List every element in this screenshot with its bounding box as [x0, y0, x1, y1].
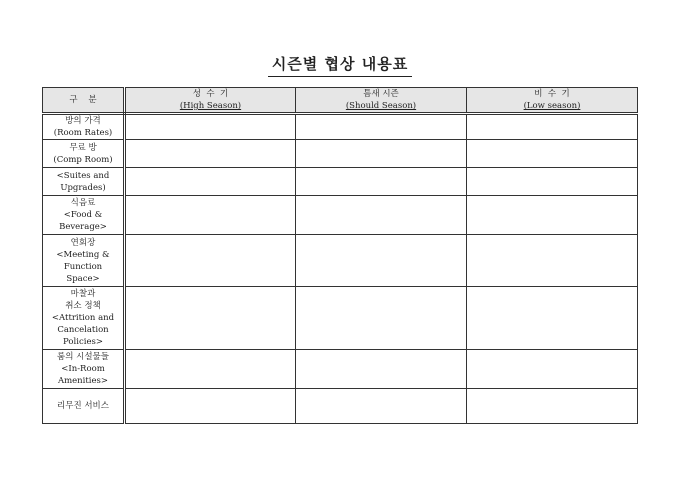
row-label-line: 마찰과	[70, 289, 96, 299]
header-row	[43, 88, 638, 114]
table-row	[43, 389, 638, 424]
cell-shoulder-season[interactable]	[296, 287, 467, 350]
row-label-comp-room	[43, 140, 125, 168]
row-label-line: 방의 가격	[65, 116, 101, 126]
cell-shoulder-season[interactable]	[296, 196, 467, 235]
header-shoulder-season-korean: 틈새 시즌	[363, 89, 399, 99]
header-category-text: 구 분	[69, 95, 97, 105]
cell-high-season[interactable]	[125, 114, 296, 140]
header-low-season	[467, 88, 638, 114]
row-label-line: <Attrition and	[51, 313, 115, 323]
row-label-line: 취소 정책	[65, 301, 101, 311]
row-label-line: 무료 방	[69, 142, 97, 153]
header-high-season	[125, 88, 296, 114]
row-label-room-rates	[43, 114, 125, 140]
cell-shoulder-season[interactable]	[296, 140, 467, 168]
cell-low-season[interactable]	[467, 287, 638, 350]
row-label-in-room-amenities	[43, 350, 125, 389]
cell-high-season[interactable]	[125, 350, 296, 389]
row-label-line: Space>	[66, 273, 100, 284]
row-label-line: <Suites and	[56, 170, 110, 181]
row-label-food-beverage	[43, 196, 125, 235]
row-label-line: <Meeting &	[56, 249, 110, 260]
negotiation-table	[42, 87, 638, 424]
cell-low-season[interactable]	[467, 196, 638, 235]
header-low-season-english: (Low season)	[523, 101, 581, 111]
table-row	[43, 287, 638, 350]
row-label-line: (Comp Room)	[53, 154, 113, 165]
row-label-limousine-service	[43, 389, 125, 424]
row-label-line: Upgrades)	[60, 182, 106, 193]
cell-low-season[interactable]	[467, 235, 638, 287]
table-row	[43, 140, 638, 168]
row-label-line: Cancelation	[57, 325, 109, 335]
cell-high-season[interactable]	[125, 196, 296, 235]
cell-shoulder-season[interactable]	[296, 168, 467, 196]
table-row	[43, 114, 638, 140]
cell-shoulder-season[interactable]	[296, 350, 467, 389]
header-category	[43, 88, 125, 114]
row-label-line: Policies>	[63, 337, 103, 347]
row-label-line: Amenities>	[57, 376, 109, 386]
cell-shoulder-season[interactable]	[296, 389, 467, 424]
cell-high-season[interactable]	[125, 168, 296, 196]
cell-low-season[interactable]	[467, 389, 638, 424]
cell-high-season[interactable]	[125, 389, 296, 424]
table-row	[43, 168, 638, 196]
document-title-text: 시즌별 협상 내용표	[268, 54, 412, 77]
cell-low-season[interactable]	[467, 350, 638, 389]
cell-high-season[interactable]	[125, 140, 296, 168]
table-row	[43, 350, 638, 389]
table-row	[43, 196, 638, 235]
cell-low-season[interactable]	[467, 168, 638, 196]
row-label-line: (Room Rates)	[53, 128, 113, 138]
header-shoulder-season-english: (Should Season)	[345, 101, 417, 111]
row-label-line: 리무진 서비스	[57, 401, 109, 411]
cell-high-season[interactable]	[125, 287, 296, 350]
cell-shoulder-season[interactable]	[296, 114, 467, 140]
cell-low-season[interactable]	[467, 114, 638, 140]
row-label-meeting-space	[43, 235, 125, 287]
header-shoulder-season	[296, 88, 467, 114]
row-label-line: Function	[63, 261, 103, 272]
row-label-line: 룸의 시설물들	[57, 352, 109, 362]
row-label-line: <Food &	[63, 210, 103, 220]
row-label-attrition-policies	[43, 287, 125, 350]
header-high-season-korean: 성 수 기	[192, 89, 229, 99]
table-row	[43, 235, 638, 287]
row-label-line: <In-Room	[61, 364, 105, 374]
row-label-suites-upgrades	[43, 168, 125, 196]
cell-high-season[interactable]	[125, 235, 296, 287]
row-label-line: Beverage>	[59, 222, 107, 232]
row-label-line: 식음료	[70, 198, 96, 208]
header-low-season-korean: 비 수 기	[534, 89, 570, 99]
table-body	[43, 114, 638, 424]
cell-shoulder-season[interactable]	[296, 235, 467, 287]
document-title	[0, 54, 680, 77]
header-high-season-english: (High Season)	[179, 101, 242, 111]
row-label-line: 연회장	[70, 237, 96, 248]
table-header	[43, 88, 638, 114]
cell-low-season[interactable]	[467, 140, 638, 168]
